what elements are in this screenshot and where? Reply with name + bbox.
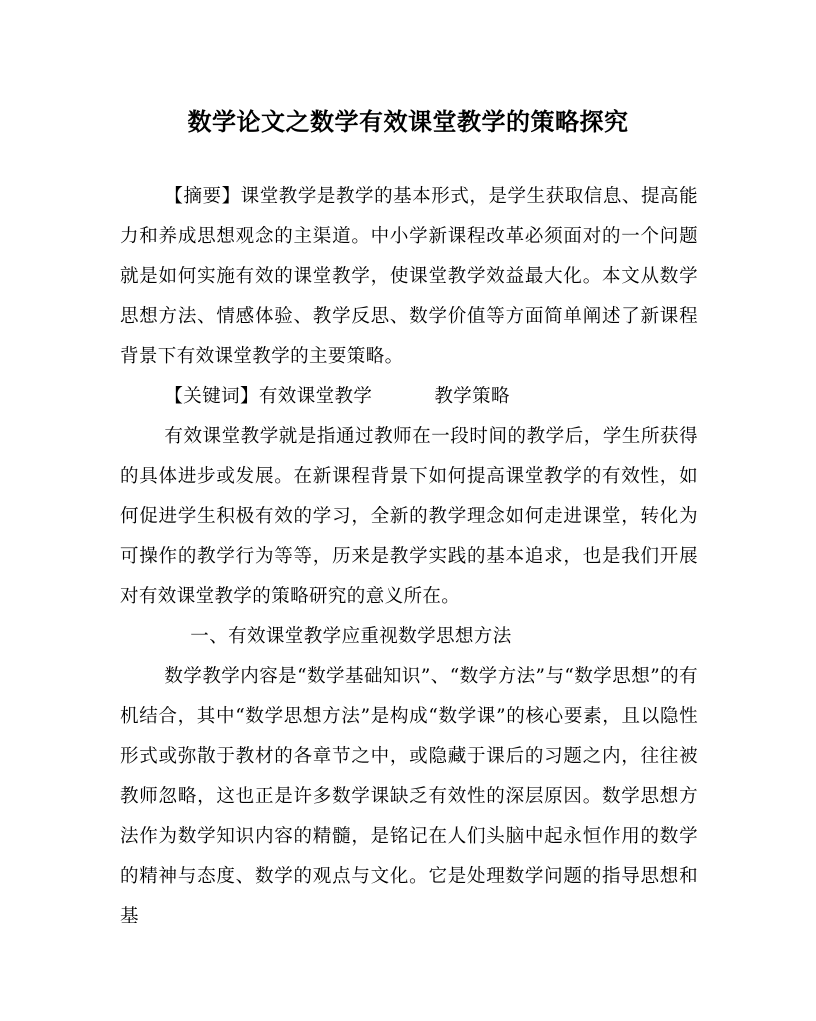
- keyword-2: 教学策略: [434, 386, 510, 407]
- section-heading-1: 一、有效课堂教学应重视数学思想方法: [190, 626, 512, 647]
- keyword-1: 有效课堂教学: [258, 386, 373, 407]
- section1-paragraph: 数学教学内容是“数学基础知识”、“数学方法”与“数学思想”的有机结合，其中“数学思想方法”是构成“数学课”的核心要素，且以隐性形式或弥散于教材的各章节之中，或隐藏于课后的习题之内，往往被教师忽略，这也正是许多数学课缺乏有效性的深层原因。数学思想方法作为数学知识内容的精髓，是铭记在人们头脑中起永恒作用的数学的精神与态度、数学的观点与文化。它是处理数学问题的指导思想和基: [120, 666, 698, 927]
- document-title: 数学论文之数学有效课堂教学的策略探究: [187, 107, 629, 136]
- abstract-paragraph: 【摘要】课堂教学是教学的基本形式，是学生获取信息、提高能力和养成思想观念的主渠道。中小学新课程改革必须面对的一个问题就是如何实施有效的课堂教学，使课堂教学效益最大化。本文从数学思想方法、情感体验、教学反思、数学价值等方面简单阐述了新课程背景下有效课堂教学的主要策略。: [120, 186, 698, 367]
- keywords-line: [120, 377, 698, 417]
- document-body: [120, 177, 698, 937]
- intro-paragraph: 有效课堂教学就是指通过教师在一段时间的教学后，学生所获得的具体进步或发展。在新课程背景下如何提高课堂教学的有效性，如何促进学生积极有效的学习，全新的教学理念如何走进课堂，转化为可操作的教学行为等等，历来是教学实践的基本追求，也是我们开展对有效课堂教学的策略研究的意义所在。: [120, 426, 698, 607]
- keywords-label: 【关键词】: [164, 386, 259, 407]
